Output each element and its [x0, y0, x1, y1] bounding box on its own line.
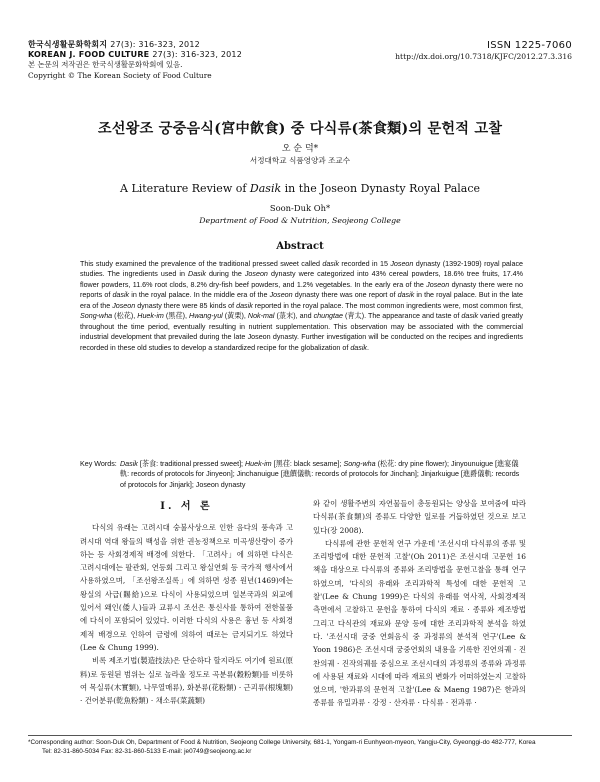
abstract-body: This study examined the prevalence of the traditional pressed sweet called dasik recorded in 15 Joseon dynasty (1392-1909) royal palace studies. The ingredients used in Dasik during the Joseon dynasty were categorized into 43% cereal powders, 18.6% tree fruits, 17.4% flower powders, 11.6% root clods, 8.2% dry-fish beef powders, and 1.2% vegetables. In the early era of the Joseon dynasty there were no reports of dasik in the royal palace. In the middle era of the Joseon dynasty there was one report of dasik in the royal palace. But in the late era of the Joseon dynasty there were 85 kinds of dasik reported in the royal palace. The most common ingredients were, most common first, Song-wha (松花), Huek-im (黑荏), Hwang-yul (黃栗), Nok-mal (菉末), and chungtae (靑太). The appearance and taste of dasik varied greatly throughout the time period, eventually resulting in nutrient supplementation. This observation may be associated with the commercial industrial development that prevailed during the late Joseon dynasty. Further investigation will be conducted on the recipes and ingredients recorded in these old studies to develop a standardized recipe for the globalization of dasik. — [80, 260, 524, 352]
author-english: Soon-Duk Oh* — [269, 203, 331, 213]
issn-block — [395, 40, 572, 62]
journal-name-en: KOREAN J. FOOD CULTURE 27(3): 316-323, 2012 — [28, 50, 242, 60]
affiliation-korean: 서정대학교 식품영양과 조교수 — [249, 156, 351, 165]
issn: ISSN 1225-7060 — [486, 40, 572, 51]
paragraph: 다식류에 관한 문헌적 연구 가운데 '조선시대 다식류의 종류 및 조리방법에 대한 문헌적 고찰'(Oh 2011)은 조선시대 고문헌 16책을 대상으로 다식류의 종류와 조리방법을 문헌고찰을 통해 연구하였으며, '다식의 유래와 조리과학적 특성에 대한 문헌적 고찰'(Lee & Chung 1999)은 다식의 유래를 역사적, 사회경제적 측면에서 고찰하고 문헌을 통하여 다식의 재료 · 종류와 제조방법 그리고 다식관의 재료와 문양 등에 대한 조리과학적 분석을 하였다. '조선시대 궁중 연회음식 중 과정류의 분석적 연구'(Lee & Yoon 1986)은 조선시대 궁중연회의 내용을 기록한 진연의궤 · 진찬의궤 · 진작의궤를 중심으로 조선시대의 과정류의 종류와 과정류에 사용된 재료와 시대에 따라 재료의 변화가 어떠하였는지 고찰하였으며, '한과류의 문헌적 고찰'(Lee & Maeng 1987)은 한과의 종류를 유밀과류 · 강정 · 산자류 · 다식류 · 전과류 · — [313, 538, 526, 708]
copyright-ko: 본 논문의 저작권은 한국식생활문화학회에 있음. — [28, 60, 183, 70]
journal-header — [28, 40, 242, 81]
title-korean: 조선왕조 궁중음식(宮中飮食) 중 다식류(茶食類)의 문헌적 고찰 — [97, 121, 503, 137]
author-korean: 오 순 덕* — [281, 144, 319, 154]
copyright-en: Copyright © The Korean Society of Food Culture — [28, 70, 212, 80]
footnote — [28, 738, 572, 757]
affiliation-english: Department of Food & Nutrition, Seojeong College — [199, 216, 401, 225]
paragraph: 다식의 유래는 고려시대 숭불사상으로 인한 음다의 풍속과 고려시대 역대 왕들의 백성을 위한 권농정책으로 미곡생산량이 증가하는 등 사회경제적 배경에 의한다. 「고려사」에 의하면 다식은 고려시대에는 팔관회, 연등회 그리고 왕실연회 등 국가적 행사에서 사용하였으며, 「조선왕조실록」에 의하면 성종 원년(1469)에는 왕실의 사급(賜給)으로 다식이 사용되었으며 일본국과의 외교에 있어서 왜인(倭人)들과 교류시 조선은 통신사를 통하여 전한물품에 다식이 포함되어 있었다. 이러한 다식의 사용은 흉년 등 사회경제적 배경으로 인하여 금령에 의하여 때로는 금지되기도 하였다(Lee & Chung 1999). — [80, 523, 293, 652]
footnote-contact: Tel: 82-31-860-5034 Fax: 82-31-860-5133 E-mail: je0749@seojeong.ac.kr — [42, 748, 252, 756]
abstract-heading: Abstract — [276, 241, 324, 252]
doi-link[interactable]: http://dx.doi.org/10.7318/KJFC/2012.27.3.316 — [395, 52, 572, 61]
paragraph: 비록 제조기법(製造技法)은 단순하다 할지라도 여기에 원료(原料)로 동원된 범위는 실로 놀라울 정도로 곡분류(穀粉類)를 비롯하여 목실류(木實類), 나무열매류), 화분류(花粉類) · 근괴류(根塊類) · 건어분류(乾魚粉類) · 채소류(菜蔬類) — [80, 656, 293, 706]
left-column — [80, 500, 293, 707]
footnote-rule — [28, 735, 572, 736]
paragraph: 와 같이 생활주변의 자연물들이 총동원되는 양상을 보여줌에 따라 다식류(茶食類)의 종류도 다양한 일로를 거듭하였던 것으로 보고 있다(장 2008). — [313, 499, 526, 535]
keywords-label: Key Words: — [80, 460, 117, 468]
keywords-text: Dasik [茶食: traditional pressed sweet]; Huek-im [黑荏: black sesame]; Song-wha (松花: dry pine flower); Jinyounuigue [進宴儀軌: records of protocols for Jinyeon]; Jinchanuigue [進饌儀軌: records of protocols for Jinchan]; Jinjarkuigue [進爵儀軌: records of protocols for Jinjark]; Joseon dynasty — [120, 460, 520, 489]
footnote-address: *Corresponding author: Soon-Duk Oh, Department of Food & Nutrition, Seojeong College University, 681-1, Yongam-ri Eunhyeon-myeon, Yangju-City, Gyeonggi-do 482-777, Korea — [28, 739, 536, 746]
section-heading: I. 서 론 — [160, 501, 213, 512]
keywords — [80, 459, 526, 490]
title-english: A Literature Review of Dasik in the Joseon Dynasty Royal Palace — [120, 182, 480, 195]
journal-name-ko: 한국식생활문화학회지 27(3): 316-323, 2012 — [28, 40, 200, 49]
right-column — [313, 497, 526, 710]
